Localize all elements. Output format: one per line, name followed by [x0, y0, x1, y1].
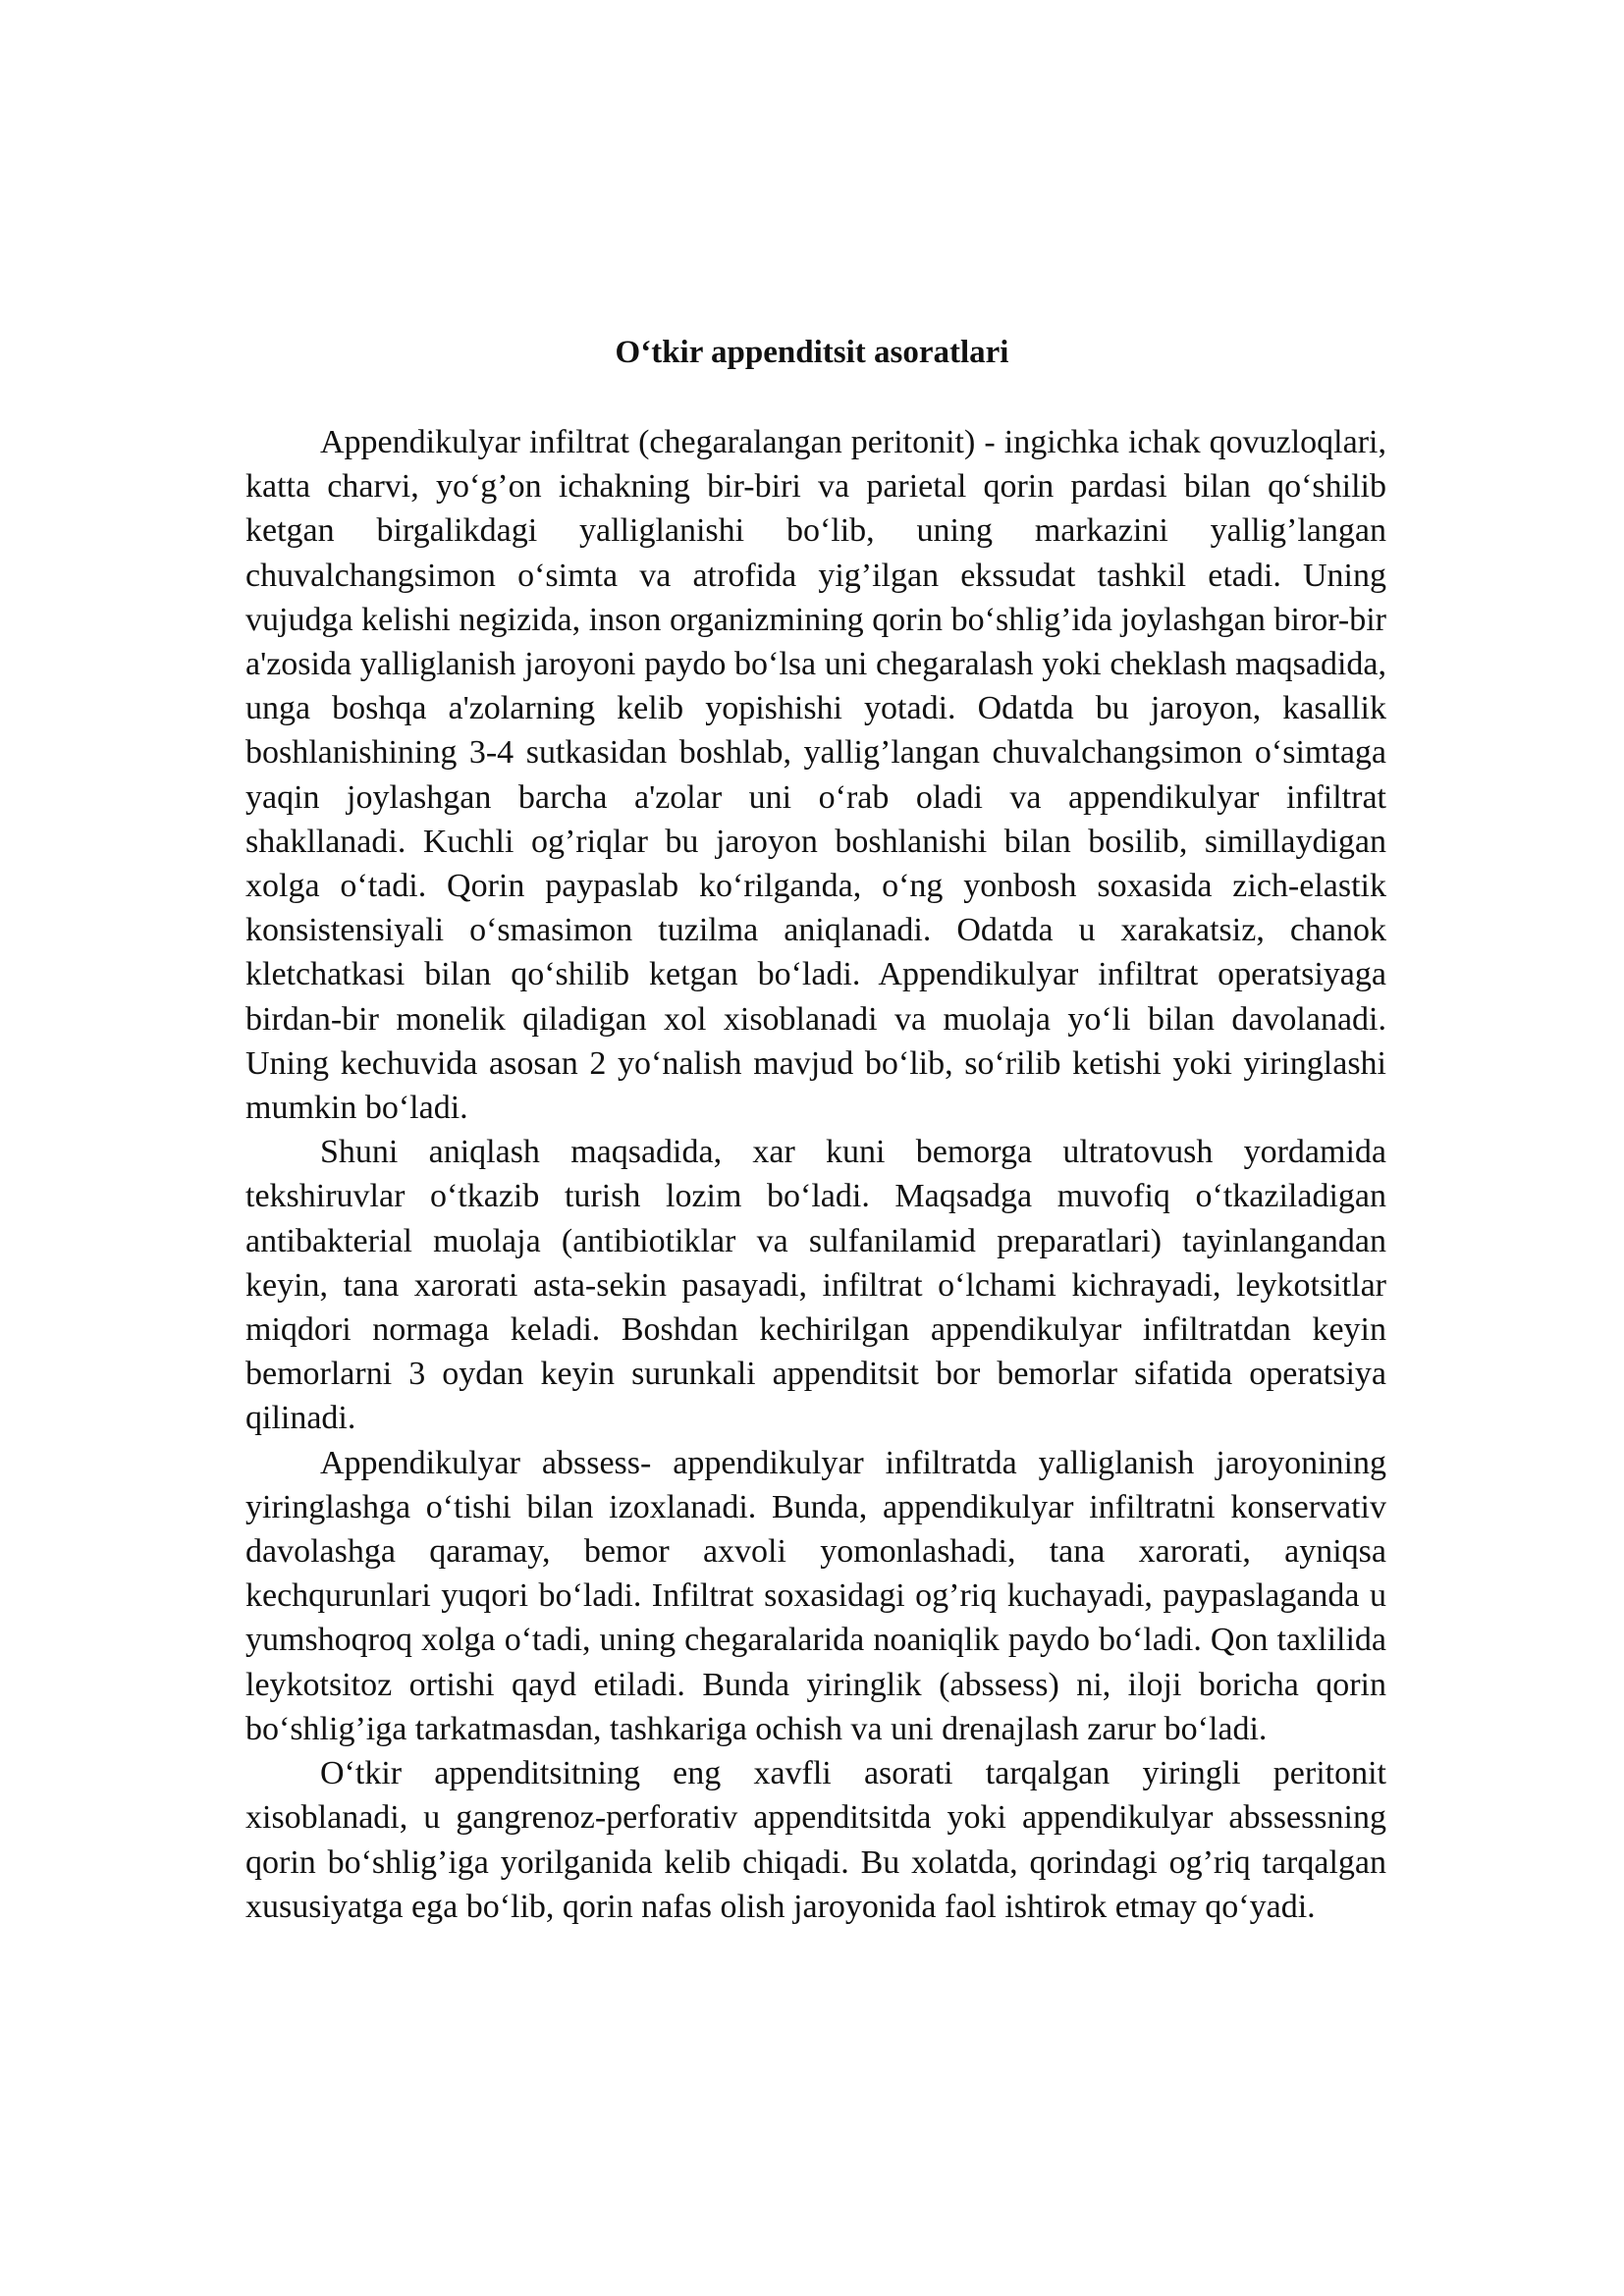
paragraph-peritonit: O‘tkir appenditsitning eng xavfli asorati tarqalgan yiringli peritonit xisoblanadi, u gangrenoz-perforativ appenditsitda yoki appendikulyar abssessning qorin bo‘shlig’iga yorilganida kelib chiqadi. Bu xolatda, qorindagi og’riq tarqalgan xususiyatga ega bo‘lib, qorin nafas olish jaroyonida faol ishtirok etmay qo‘yadi. [245, 1755, 1386, 1925]
paragraph-abssess: Appendikulyar abssess- appendikulyar infiltratda yalliglanish jaroyonining yiringlashga o‘tishi bilan izoxlanadi. Bunda, appendikulyar infiltratni konservativ davolashga qaramay, bemor axvoli yomonlashadi, tana xarorati, ayniqsa kechqurunlari yuqori bo‘ladi. Infiltrat soxasidagi og’riq kuchayadi, paypaslaganda u yumshoqroq xolga o‘tadi, uning chegaralarida noaniqlik paydo bo‘ladi. Qon taxlilida leykotsitoz ortishi qayd etiladi. Bunda yiringlik (abssess) ni, iloji boricha qorin bo‘shlig’iga tarkatmasdan, tashkariga ochish va uni drenajlash zarur bo‘ladi. [245, 1444, 1386, 1747]
paragraph-ultratovush: Shuni aniqlash maqsadida, xar kuni bemorga ultratovush yordamida tekshiruvlar o‘tkazib turish lozim bo‘ladi. Maqsadga muvofiq o‘tkaziladigan antibakterial muolaja (antibiotiklar va sulfanilamid preparatlari) tayinlangandan keyin, tana xarorati asta-sekin pasayadi, infiltrat o‘lchami kichrayadi, leykotsitlar miqdori normaga keladi. Boshdan kechirilgan appendikulyar infiltratdan keyin bemorlarni 3 oydan keyin surunkali appenditsit bor bemorlar sifatida operatsiya qilinadi. [245, 1134, 1386, 1437]
paragraph-infiltrat: Appendikulyar infiltrat (chegaralangan peritonit) - ingichka ichak qovuzloqlari, katta charvi, yo‘g’on ichakning bir-biri va parietal qorin pardasi bilan qo‘shilib ketgan birgalikdagi yalliglanishi bo‘lib, uning markazini yallig’langan chuvalchangsimon o‘simta va atrofida yig’ilgan ekssudat tashkil etadi. Uning vujudga kelishi negizida, inson organizmining qorin bo‘shlig’ida joylashgan biror-bir a'zosida yalliglanish jaroyoni paydo bo‘lsa uni chegaralash yoki cheklash maqsadida, unga boshqa a'zolarning kelib yopishishi yotadi. Odatda bu jaroyon, kasallik boshlanishining 3-4 sutkasidan boshlab, yallig’langan chuvalchangsimon o‘simtaga yaqin joylashgan barcha a'zolar uni o‘rab oladi va appendikulyar infiltrat shakllanadi. Kuchli og’riqlar bu jaroyon boshlanishi bilan bosilib, simillaydigan xolga o‘tadi. Qorin paypaslab ko‘rilganda, o‘ng yonbosh soxasida zich-elastik konsistensiyali o‘smasimon tuzilma aniqlanadi. Odatda u xarakatsiz, chanok kletchatkasi bilan qo‘shilib ketgan bo‘ladi. Appendikulyar infiltrat operatsiyaga birdan-bir monelik qiladigan xol xisoblanadi va muolaja yo‘li bilan davolanadi. Uning kechuvida asosan 2 yo‘nalish mavjud bo‘lib, so‘rilib ketishi yoki yiringlashi mumkin bo‘ladi. [245, 424, 1386, 1127]
page-title: O‘tkir appenditsit asoratlari [615, 335, 1009, 370]
document-body [245, 420, 1386, 1929]
